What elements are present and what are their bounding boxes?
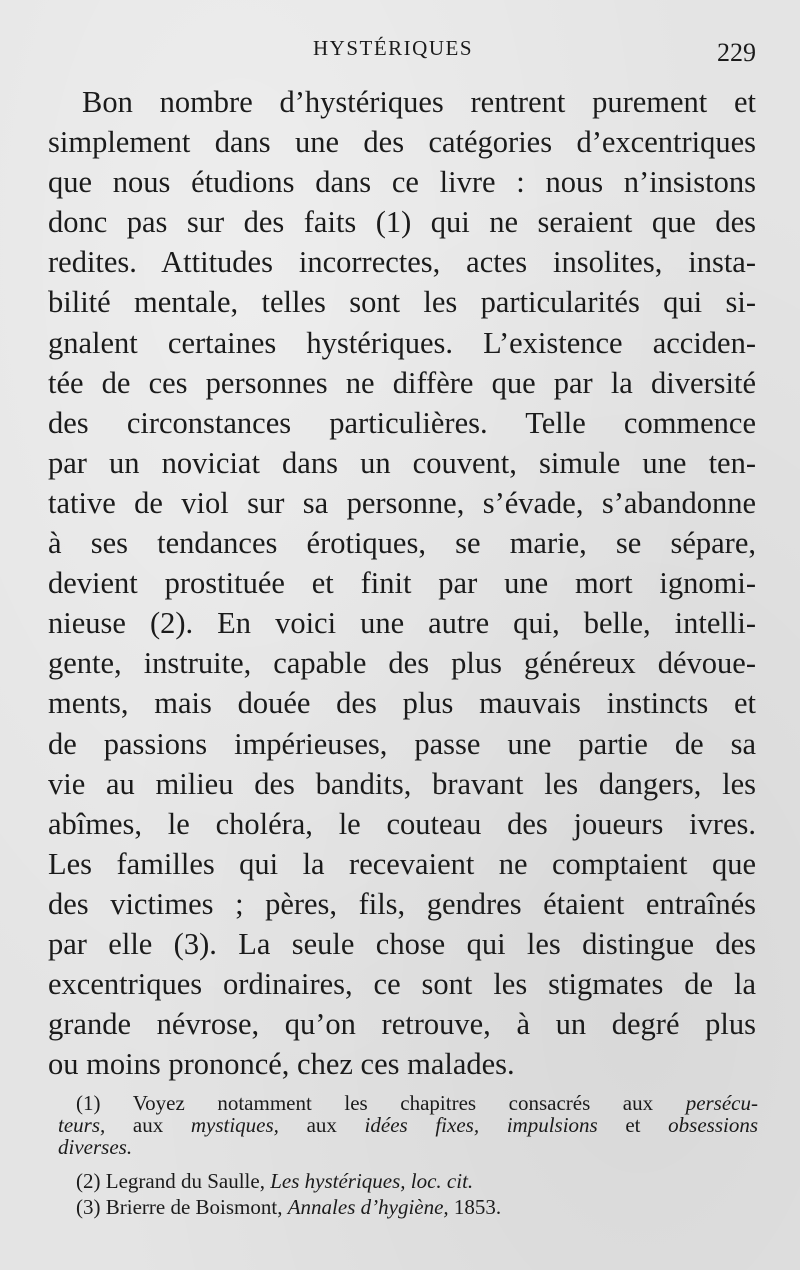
footnote-italic: Annales d’hygiène, bbox=[287, 1195, 449, 1219]
footnote-1 bbox=[58, 1092, 758, 1158]
footnote-text: aux bbox=[306, 1113, 337, 1137]
text-line: ments, mais douée des plus mauvais instincts et bbox=[48, 686, 756, 721]
footnote-text: aux bbox=[132, 1113, 164, 1137]
page-number: 229 bbox=[717, 38, 756, 67]
text-line: redites. Attitudes incorrectes, actes insolites, insta- bbox=[48, 245, 756, 280]
footnote-text: 1853. bbox=[453, 1195, 502, 1219]
text-line: bilité mentale, telles sont les particularités qui si- bbox=[48, 285, 756, 320]
footnote-italic: idées fixes, impulsions bbox=[364, 1113, 598, 1137]
footnote-line bbox=[58, 1170, 758, 1192]
text-line: à ses tendances érotiques, se marie, se sépare, bbox=[48, 526, 756, 561]
footnote-italic: persécu- bbox=[685, 1091, 758, 1115]
text-line: gente, instruite, capable des plus généreux dévoue- bbox=[48, 646, 756, 681]
text-line: de passions impérieuses, passe une partie de sa bbox=[48, 726, 756, 761]
footnote-italic: diverses. bbox=[58, 1135, 133, 1159]
footnote-marker: (2) bbox=[76, 1169, 101, 1193]
text-line: gnalent certaines hystériques. L’existence acciden- bbox=[48, 325, 756, 360]
footnote-text: Brierre de Boismont, bbox=[105, 1195, 283, 1219]
running-head bbox=[48, 36, 756, 68]
footnote-italic: teurs, bbox=[58, 1113, 106, 1137]
text-line: par elle (3). La seule chose qui les distingue des bbox=[48, 926, 756, 961]
footnote-line bbox=[58, 1196, 758, 1218]
footnote-text: et bbox=[625, 1113, 641, 1137]
text-line: que nous étudions dans ce livre : nous n’insistons bbox=[48, 165, 756, 200]
text-line: des victimes ; pères, fils, gendres étaient entraînés bbox=[48, 886, 756, 921]
footnote-marker: (1) bbox=[76, 1091, 101, 1115]
footnote-line bbox=[58, 1114, 758, 1136]
text-line: vie au milieu des bandits, bravant les dangers, les bbox=[48, 766, 756, 801]
text-line: par un noviciat dans un couvent, simule une ten- bbox=[48, 445, 756, 480]
footnote-marker: (3) bbox=[76, 1195, 101, 1219]
text-line: ou moins prononcé, chez ces malades. bbox=[48, 1047, 515, 1082]
footnote-italic: mystiques, bbox=[190, 1113, 279, 1137]
footnote-text: Voyez notamment les chapitres consacrés aux bbox=[132, 1091, 654, 1115]
text-line: excentriques ordinaires, ce sont les stigmates de la bbox=[48, 967, 756, 1002]
body-paragraph bbox=[48, 82, 756, 1084]
footnote-2 bbox=[58, 1170, 758, 1192]
text-line: tée de ces personnes ne diffère que par la diversité bbox=[48, 365, 756, 400]
text-line: des circonstances particulières. Telle commence bbox=[48, 405, 756, 440]
text-line: grande névrose, qu’on retrouve, à un degré plus bbox=[48, 1007, 756, 1042]
text-line: Bon nombre d’hystériques rentrent purement et bbox=[82, 85, 756, 119]
text-line: devient prostituée et finit par une mort ignomi- bbox=[48, 566, 756, 601]
footnote-line bbox=[58, 1092, 758, 1114]
footnote-line bbox=[58, 1136, 758, 1158]
running-title: HYSTÉRIQUES bbox=[313, 36, 474, 60]
text-line: tative de viol sur sa personne, s’évade, s’abandonne bbox=[48, 485, 756, 520]
footnote-italic: obsessions bbox=[668, 1113, 759, 1137]
text-line: Les familles qui la recevaient ne comptaient que bbox=[48, 846, 756, 881]
text-line: simplement dans une des catégories d’excentriques bbox=[48, 125, 756, 160]
footnote-text: Legrand du Saulle, bbox=[105, 1169, 265, 1193]
text-line: donc pas sur des faits (1) qui ne seraient que des bbox=[48, 205, 756, 240]
footnote-italic: Les hystériques, loc. cit. bbox=[270, 1169, 474, 1193]
text-line: nieuse (2). En voici une autre qui, belle, intelli- bbox=[48, 606, 756, 641]
footnotes bbox=[58, 1092, 758, 1218]
footnote-3 bbox=[58, 1196, 758, 1218]
text-line: abîmes, le choléra, le couteau des joueurs ivres. bbox=[48, 806, 756, 841]
